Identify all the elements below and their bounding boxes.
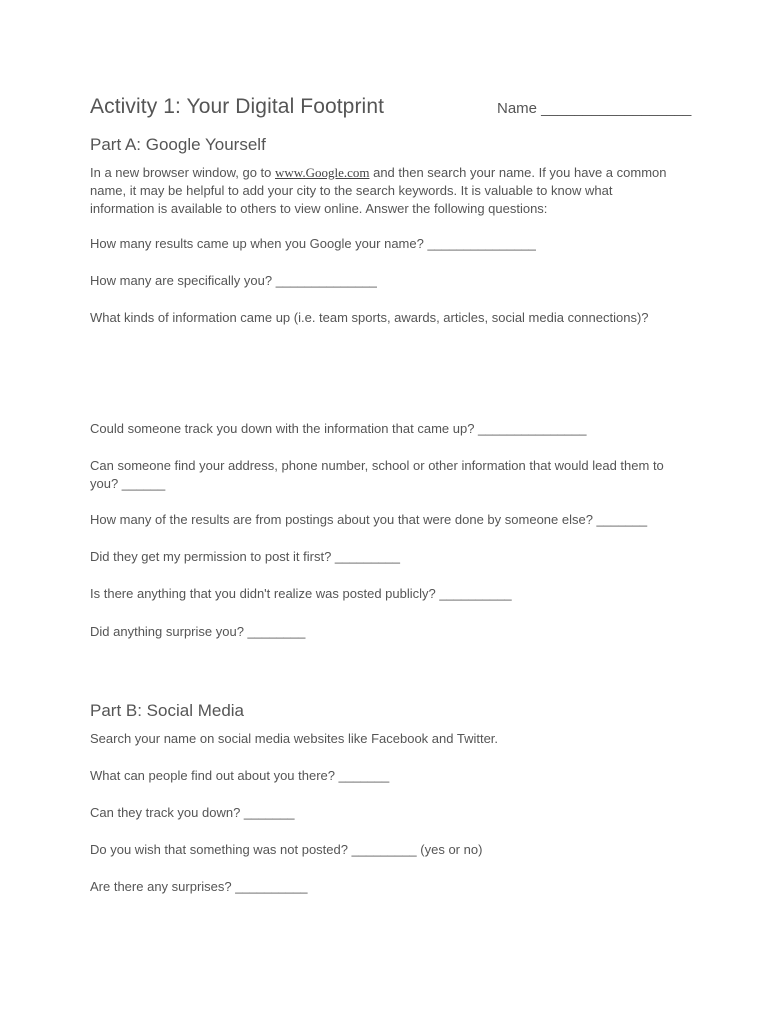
page-title: Activity 1: Your Digital Footprint [90,95,385,118]
worksheet-page [90,0,690,1024]
question-wish-not-posted: Do you wish that something was not posted? _________ (yes or no) [90,842,483,857]
question-posted-publicly: Is there anything that you didn't realize was posted publicly? __________ [90,586,512,601]
question-track-you-down: Could someone track you down with the information that came up? _______________ [90,421,587,436]
part-a-intro-start: In a new browser window, go to [90,165,275,180]
part-b-intro: Search your name on social media websites like Facebook and Twitter. [90,731,499,746]
part-b-heading: Part B: Social Media [90,701,245,720]
question-find-out-about-you: What can people find out about you there? _______ [90,768,390,783]
question-find-address: Can someone find your address, phone number, school or other information that would lead them to you? ______ [90,458,664,491]
name-field: Name __________________ [497,100,692,117]
question-surprise: Did anything surprise you? ________ [90,624,306,639]
part-a-heading: Part A: Google Yourself [90,135,266,154]
question-track-you-down-social: Can they track you down? _______ [90,805,295,820]
part-a-intro-end: and then search your name. If you have a common name, it may be helpful to add your city to the search keywords. It is valuable to know what information is available to others to view online. Answer the following questions: [90,165,667,216]
question-permission: Did they get my permission to post it first? _________ [90,549,400,564]
part-a-intro [90,164,680,218]
question-results-count: How many results came up when you Google your name? _______________ [90,236,536,251]
google-link[interactable]: www.Google.com [275,165,370,180]
question-any-surprises: Are there any surprises? __________ [90,879,308,894]
question-specifically-you: How many are specifically you? ______________ [90,273,377,288]
question-kinds-of-information: What kinds of information came up (i.e. team sports, awards, articles, social media connections)? [90,310,649,325]
question-posted-by-others: How many of the results are from postings about you that were done by someone else? _______ [90,512,648,527]
